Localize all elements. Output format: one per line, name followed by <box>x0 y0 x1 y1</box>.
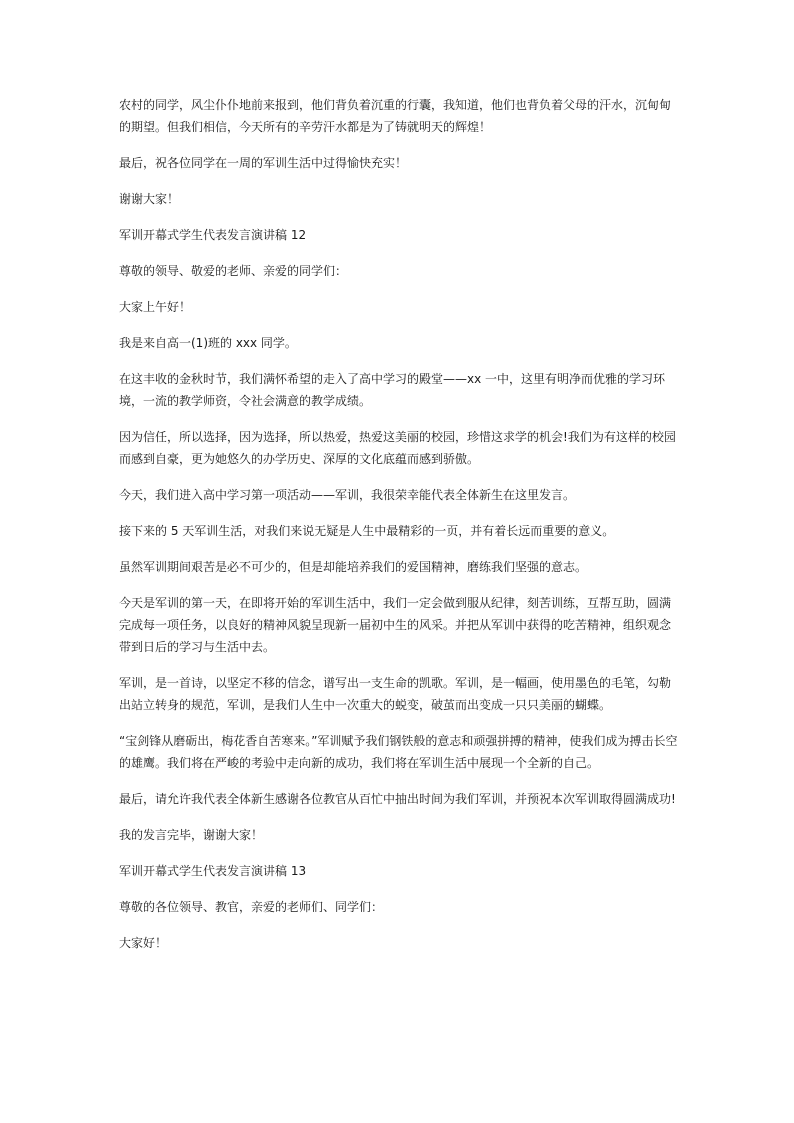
paragraph: 今天是军训的第一天，在即将开始的军训生活中，我们一定会做到服从纪律，刻苦训练，互帮互助，圆满完成每一项任务，以良好的精神风貌呈现新一届初中生的风采。并把从军训中获得的吃苦精神，组织观念带到日后的学习与生活中去。 <box>119 596 672 654</box>
paragraph: 今天，我们进入高中学习第一项活动——军训，我很荣幸能代表全体新生在这里发言。 <box>119 488 576 502</box>
paragraph: 农村的同学，风尘仆仆地前来报到，他们背负着沉重的行囊，我知道，他们也背负着父母的汗水，沉甸甸的期望。但我们相信，今天所有的辛劳汗水都是为了铸就明天的辉煌！ <box>119 98 672 134</box>
paragraph: 虽然军训期间艰苦是必不可少的，但是却能培养我们的爱国精神，磨练我们坚强的意志。 <box>119 560 588 574</box>
paragraph: 在这丰收的金秋时节，我们满怀希望的走入了高中学习的殿堂——xx 一中，这里有明净而优雅的学习环境，一流的教学师资，令社会满意的教学成绩。 <box>119 372 666 408</box>
section-heading: 军训开幕式学生代表发言演讲稿 12 <box>119 228 307 242</box>
salutation: 尊敬的领导、敬爱的老师、亲爱的同学们： <box>119 264 348 278</box>
paragraph: 谢谢大家！ <box>119 192 180 206</box>
paragraph: 因为信任，所以选择，因为选择，所以热爱，热爱这美丽的校园，珍惜这求学的机会!我们为有这样的校园而感到自豪，更为她悠久的办学历史、深厚的文化底蕴而感到骄傲。 <box>119 430 676 466</box>
paragraph: 军训，是一首诗，以坚定不移的信念，谱写出一支生命的凯歌。军训，是一幅画，使用墨色的毛笔，勾勒出站立转身的规范，军训，是我们人生中一次重大的蜕变，破茧而出变成一只只美丽的蝴蝶。 <box>119 676 672 712</box>
paragraph: 我是来自高一(1)班的 xxx 同学。 <box>119 336 297 350</box>
salutation: 尊敬的各位领导、教官，亲爱的老师们、同学们： <box>119 900 384 914</box>
paragraph: 接下来的 5 天军训生活，对我们来说无疑是人生中最精彩的一页，并有着长远而重要的意义。 <box>119 524 615 538</box>
paragraph: 我的发言完毕，谢谢大家！ <box>119 828 264 842</box>
paragraph: 最后，祝各位同学在一周的军训生活中过得愉快充实！ <box>119 156 408 170</box>
paragraph: 最后，请允许我代表全体新生感谢各位教官从百忙中抽出时间为我们军训，并预祝本次军训取得圆满成功! <box>119 792 676 806</box>
paragraph: “宝剑锋从磨砺出，梅花香自苦寒来。”军训赋予我们钢铁般的意志和顽强拼搏的精神，使我们成为搏击长空的雄鹰。我们将在严峻的考验中走向新的成功，我们将在军训生活中展现一个全新的自己。 <box>119 734 678 770</box>
paragraph: 大家好！ <box>119 936 168 950</box>
paragraph: 大家上午好！ <box>119 300 192 314</box>
document-page <box>119 94 679 968</box>
section-heading: 军训开幕式学生代表发言演讲稿 13 <box>119 864 307 878</box>
